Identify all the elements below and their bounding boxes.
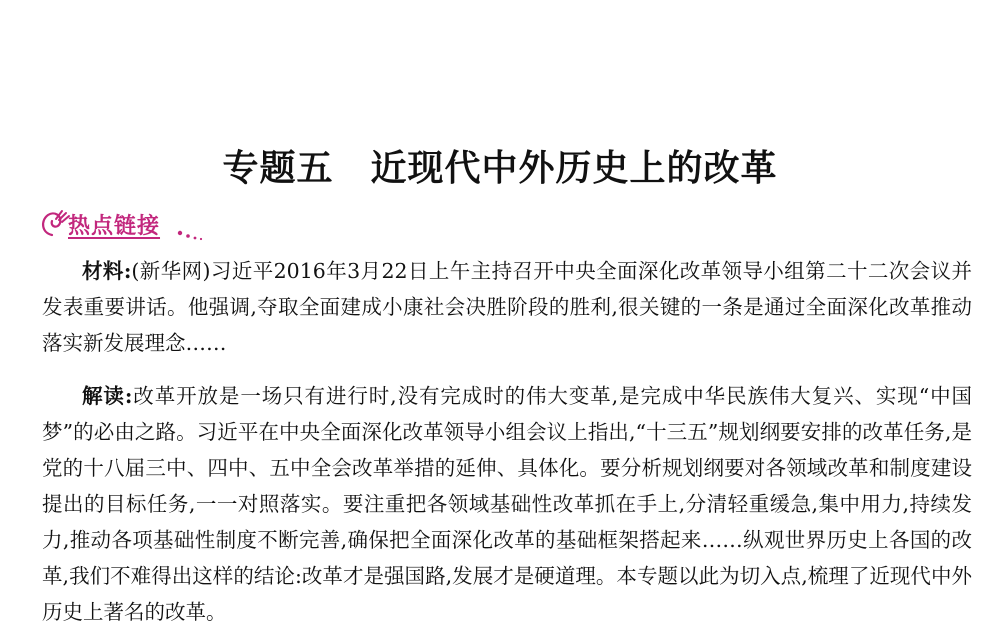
material-paragraph [42, 253, 972, 361]
page-title: 专题五 近现代中外历史上的改革 [222, 147, 778, 189]
material-colon: : [123, 259, 132, 283]
interpretation-paragraph [42, 378, 972, 630]
material-text: (新华网)习近平2016年3月22日上午主持召开中央全面深化改革领导小组第二十二次会议并发表重要讲话。他强调,夺取全面建成小康社会决胜阶段的胜利,很关键的一条是通过全面深化改革推动落实新发展理念…… [42, 259, 972, 355]
interpretation-colon: : [124, 384, 133, 408]
interpretation-text: 改革开放是一场只有进行时,没有完成时的伟大变革,是完成中华民族伟大复兴、实现“中国梦”的必由之路。习近平在中央全面深化改革领导小组会议上指出,“十三五”规划纲要安排的改革任务,是党的十八届三中、四中、五中全会改革举措的延伸、具体化。要分析规划纲要对各领域改革和制度建设提出的目标任务,一一对照落实。要注重把各领域基础性改革抓在手上,分清轻重缓急,集中用力,持续发力,推动各项基础性制度不断完善,确保把全面深化改革的基础框架搭起来……纵观世界历史上各国的改革,我们不难得出这样的结论:改革才是强国路,发展才是硬道理。本专题以此为切入点,梳理了近现代中外历史上著名的改革。 [42, 384, 972, 624]
section-banner [38, 205, 218, 247]
interpretation-label: 解读 [82, 384, 125, 408]
material-label: 材料 [82, 259, 124, 283]
section-banner-label: 热点链接 [68, 214, 161, 239]
